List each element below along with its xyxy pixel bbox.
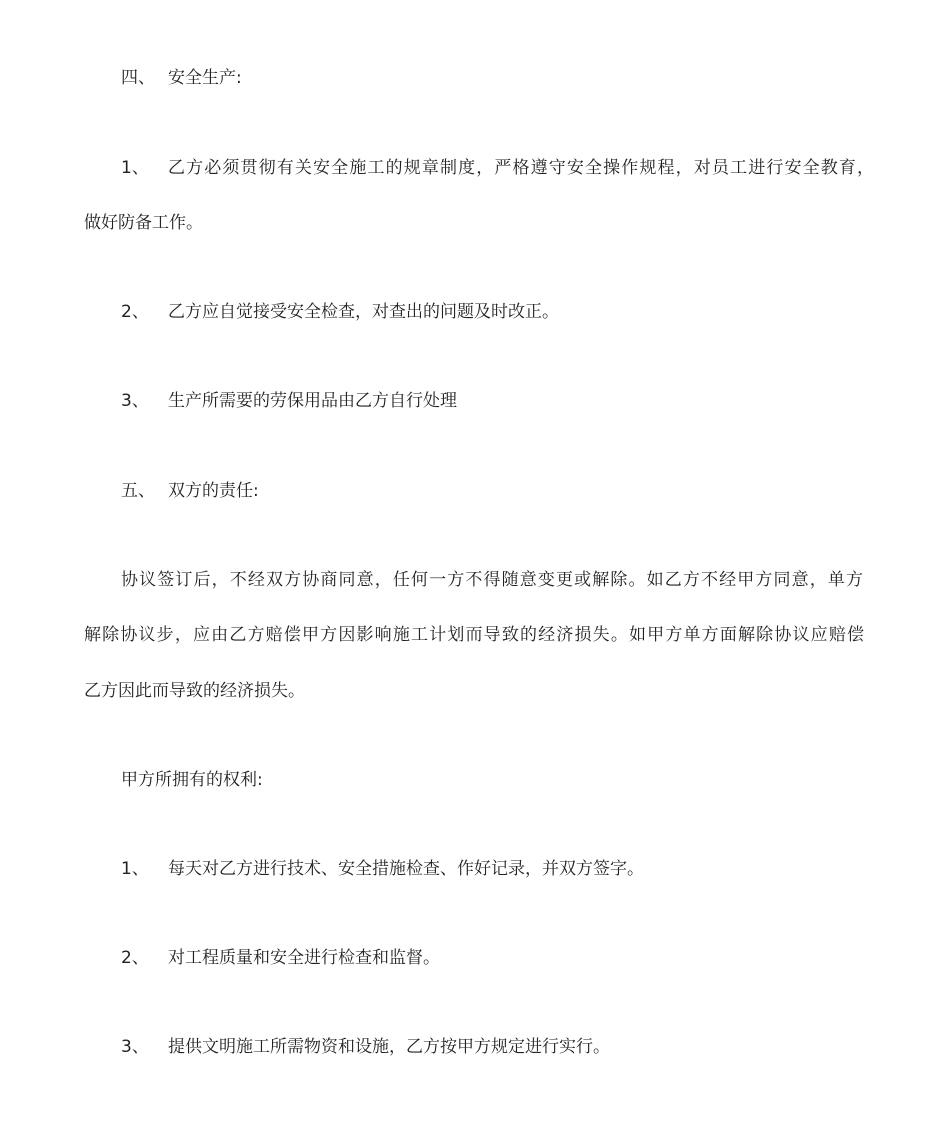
paragraph-line-3: 乙方因此而导致的经济损失。 <box>84 681 305 701</box>
party-a-item-2-text: 对工程质量和安全进行检查和监督。 <box>168 948 440 968</box>
s4-item-2-number: 2、 <box>121 302 149 322</box>
paragraph-line-1: 协议签订后，不经双方协商同意，任何一方不得随意变更或解除。如乙方不经甲方同意，单方 <box>121 570 863 590</box>
section-5-number: 五、 <box>121 481 155 501</box>
paragraph-line-2: 解除协议步，应由乙方赔偿甲方因影响施工计划而导致的经济损失。如甲方单方面解除协议应赔偿 <box>84 625 864 645</box>
section-5-title: 双方的责任: <box>168 481 259 501</box>
s4-item-2-text: 乙方应自觉接受安全检查，对查出的问题及时改正。 <box>168 302 559 322</box>
party-a-rights-heading: 甲方所拥有的权利: <box>121 770 263 790</box>
party-a-item-3-number: 3、 <box>121 1037 149 1057</box>
s4-item-1-number: 1、 <box>121 158 149 178</box>
party-a-item-1-number: 1、 <box>121 859 149 879</box>
party-a-item-3-text: 提供文明施工所需物资和设施，乙方按甲方规定进行实行。 <box>168 1037 610 1057</box>
party-a-item-2-number: 2、 <box>121 948 149 968</box>
s4-item-1-text-line-1: 乙方必须贯彻有关安全施工的规章制度，严格遵守安全操作规程，对员工进行安全教育， <box>168 158 874 178</box>
section-4-title: 安全生产: <box>168 68 242 88</box>
s4-item-3-number: 3、 <box>121 391 149 411</box>
section-4-number: 四、 <box>121 68 155 88</box>
s4-item-3-text: 生产所需要的劳保用品由乙方自行处理 <box>168 391 457 411</box>
s4-item-1-text-line-2: 做好防备工作。 <box>84 213 203 233</box>
party-a-item-1-text: 每天对乙方进行技术、安全措施检查、作好记录，并双方签字。 <box>168 859 644 879</box>
